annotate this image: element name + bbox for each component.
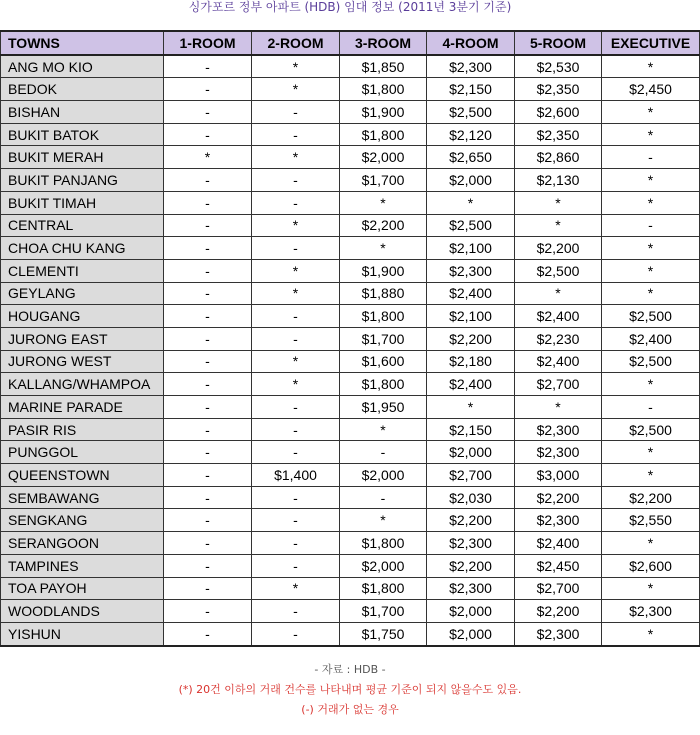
rent-value-cell: - [252, 237, 340, 260]
rent-value-cell: $2,200 [427, 327, 515, 350]
rent-value-cell: - [164, 396, 252, 419]
rent-value-cell: - [164, 441, 252, 464]
town-name-cell: BEDOK [1, 78, 164, 101]
rent-table [0, 30, 700, 647]
column-header: 5-ROOM [515, 31, 602, 55]
town-name-cell: WOODLANDS [1, 600, 164, 623]
rent-value-cell: $2,130 [515, 169, 602, 192]
rent-value-cell: $2,000 [427, 600, 515, 623]
table-row [1, 577, 700, 600]
town-name-cell: GEYLANG [1, 282, 164, 305]
rent-value-cell: $2,400 [427, 282, 515, 305]
rent-value-cell: - [602, 214, 700, 237]
rent-value-cell: $1,700 [340, 327, 427, 350]
rent-value-cell: * [340, 191, 427, 214]
town-name-cell: BUKIT PANJANG [1, 169, 164, 192]
table-row [1, 622, 700, 645]
rent-value-cell: $2,400 [427, 373, 515, 396]
rent-value-cell: - [164, 486, 252, 509]
rent-value-cell: * [602, 577, 700, 600]
table-row [1, 327, 700, 350]
rent-value-cell: * [252, 146, 340, 169]
rent-value-cell: $2,600 [515, 101, 602, 124]
table-row [1, 418, 700, 441]
rent-value-cell: $2,150 [427, 78, 515, 101]
town-name-cell: CENTRAL [1, 214, 164, 237]
rent-value-cell: * [602, 441, 700, 464]
rent-value-cell: * [340, 237, 427, 260]
rent-value-cell: $2,230 [515, 327, 602, 350]
table-row [1, 554, 700, 577]
rent-value-cell: - [252, 622, 340, 645]
rent-value-cell: - [340, 441, 427, 464]
town-name-cell: QUEENSTOWN [1, 464, 164, 487]
table-row [1, 123, 700, 146]
table-row [1, 169, 700, 192]
rent-value-cell: * [602, 532, 700, 555]
rent-value-cell: $2,000 [340, 464, 427, 487]
rent-value-cell: * [252, 78, 340, 101]
town-name-cell: SEMBAWANG [1, 486, 164, 509]
rent-value-cell: $2,300 [427, 55, 515, 78]
column-header: 2-ROOM [252, 31, 340, 55]
rent-value-cell: $2,500 [427, 101, 515, 124]
table-body [1, 55, 700, 646]
rent-value-cell: - [252, 509, 340, 532]
rent-value-cell: - [164, 214, 252, 237]
town-name-cell: BISHAN [1, 101, 164, 124]
rent-value-cell: $1,750 [340, 622, 427, 645]
rent-value-cell: $2,300 [427, 532, 515, 555]
rent-value-cell: * [602, 169, 700, 192]
rent-value-cell: $1,600 [340, 350, 427, 373]
rent-value-cell: - [164, 509, 252, 532]
column-header: TOWNS [1, 31, 164, 55]
rent-value-cell: * [515, 214, 602, 237]
rent-value-cell: $2,000 [427, 622, 515, 645]
rent-value-cell: $2,300 [515, 509, 602, 532]
town-name-cell: MARINE PARADE [1, 396, 164, 419]
rent-value-cell: - [164, 622, 252, 645]
rent-value-cell: $2,000 [340, 146, 427, 169]
rent-value-cell: $2,500 [515, 259, 602, 282]
rent-value-cell: - [164, 101, 252, 124]
rent-value-cell: $2,700 [515, 373, 602, 396]
rent-value-cell: * [602, 373, 700, 396]
rent-value-cell: - [602, 396, 700, 419]
rent-value-cell: * [340, 509, 427, 532]
town-name-cell: PUNGGOL [1, 441, 164, 464]
rent-value-cell: * [427, 191, 515, 214]
page-title: 싱가포르 정부 아파트 (HDB) 임대 정보 (2011년 3분기 기준) [188, 0, 512, 14]
column-header: 1-ROOM [164, 31, 252, 55]
rent-value-cell: - [164, 554, 252, 577]
rent-value-cell: $2,200 [427, 554, 515, 577]
rent-value-cell: - [252, 123, 340, 146]
rent-value-cell: $2,600 [602, 554, 700, 577]
rent-value-cell: * [427, 396, 515, 419]
town-name-cell: BUKIT MERAH [1, 146, 164, 169]
table-row [1, 600, 700, 623]
rent-value-cell: - [164, 282, 252, 305]
rent-value-cell: - [252, 441, 340, 464]
rent-value-cell: * [164, 146, 252, 169]
rent-value-cell: * [515, 282, 602, 305]
rent-value-cell: $2,000 [340, 554, 427, 577]
rent-value-cell: - [164, 418, 252, 441]
table-row [1, 101, 700, 124]
rent-value-cell: * [252, 259, 340, 282]
rent-value-cell: $1,880 [340, 282, 427, 305]
rent-value-cell: * [602, 282, 700, 305]
rent-value-cell: $2,400 [515, 305, 602, 328]
rent-value-cell: * [252, 373, 340, 396]
rent-value-cell: - [164, 305, 252, 328]
table-row [1, 486, 700, 509]
town-name-cell: CLEMENTI [1, 259, 164, 282]
rent-value-cell: - [252, 532, 340, 555]
town-name-cell: ANG MO KIO [1, 55, 164, 78]
column-header: 3-ROOM [340, 31, 427, 55]
town-name-cell: TAMPINES [1, 554, 164, 577]
table-row [1, 214, 700, 237]
rent-value-cell: $2,100 [427, 237, 515, 260]
source-note: - 자료 : HDB - [314, 663, 386, 676]
column-header: EXECUTIVE [602, 31, 700, 55]
rent-value-cell: - [164, 532, 252, 555]
rent-value-cell: - [252, 418, 340, 441]
rent-value-cell: $2,200 [515, 486, 602, 509]
rent-value-cell: - [164, 123, 252, 146]
rent-value-cell: - [252, 305, 340, 328]
town-name-cell: JURONG WEST [1, 350, 164, 373]
town-name-cell: YISHUN [1, 622, 164, 645]
rent-value-cell: $1,800 [340, 373, 427, 396]
rent-value-cell: $1,800 [340, 577, 427, 600]
rent-value-cell: $2,200 [427, 509, 515, 532]
dash-note: (-) 거래가 없는 경우 [301, 703, 399, 716]
rent-value-cell: - [252, 101, 340, 124]
rent-value-cell: $1,900 [340, 259, 427, 282]
table-row [1, 464, 700, 487]
rent-value-cell: $2,400 [515, 350, 602, 373]
table-row [1, 373, 700, 396]
rent-value-cell: $2,450 [515, 554, 602, 577]
rent-value-cell: $2,200 [515, 600, 602, 623]
rent-value-cell: * [515, 191, 602, 214]
rent-value-cell: * [602, 101, 700, 124]
town-name-cell: JURONG EAST [1, 327, 164, 350]
rent-value-cell: $1,900 [340, 101, 427, 124]
table-row [1, 396, 700, 419]
rent-value-cell: - [164, 464, 252, 487]
rent-value-cell: * [602, 237, 700, 260]
rent-value-cell: $1,800 [340, 78, 427, 101]
rent-value-cell: $2,500 [427, 214, 515, 237]
rent-value-cell: * [340, 418, 427, 441]
rent-value-cell: $1,950 [340, 396, 427, 419]
rent-value-cell: $1,800 [340, 123, 427, 146]
rent-value-cell: * [252, 55, 340, 78]
rent-value-cell: $2,300 [515, 418, 602, 441]
rent-value-cell: - [164, 577, 252, 600]
table-row [1, 305, 700, 328]
town-name-cell: SERANGOON [1, 532, 164, 555]
table-row [1, 146, 700, 169]
rent-value-cell: - [252, 327, 340, 350]
rent-value-cell: $2,350 [515, 123, 602, 146]
rent-value-cell: $2,300 [427, 259, 515, 282]
rent-value-cell: $2,200 [602, 486, 700, 509]
rent-value-cell: - [164, 78, 252, 101]
rent-value-cell: * [515, 396, 602, 419]
town-name-cell: BUKIT BATOK [1, 123, 164, 146]
rent-value-cell: - [164, 350, 252, 373]
rent-value-cell: $2,700 [515, 577, 602, 600]
rent-value-cell: $2,300 [515, 622, 602, 645]
rent-value-cell: $2,000 [427, 169, 515, 192]
rent-value-cell: $1,700 [340, 169, 427, 192]
rent-value-cell: $2,550 [602, 509, 700, 532]
rent-value-cell: - [164, 327, 252, 350]
rent-value-cell: $2,030 [427, 486, 515, 509]
rent-value-cell: $2,000 [427, 441, 515, 464]
rent-value-cell: * [252, 350, 340, 373]
table-row [1, 191, 700, 214]
rent-value-cell: - [252, 486, 340, 509]
rent-value-cell: * [602, 123, 700, 146]
table-row [1, 509, 700, 532]
rent-value-cell: * [252, 282, 340, 305]
town-name-cell: SENGKANG [1, 509, 164, 532]
rent-value-cell: * [602, 191, 700, 214]
rent-value-cell: $2,530 [515, 55, 602, 78]
asterisk-note: (*) 20건 이하의 거래 건수를 나타내며 평균 기준이 되지 않을수도 있음. [178, 683, 522, 696]
rent-value-cell: - [252, 396, 340, 419]
rent-value-cell: $3,000 [515, 464, 602, 487]
town-name-cell: CHOA CHU KANG [1, 237, 164, 260]
rent-value-cell: $2,200 [515, 237, 602, 260]
rent-value-cell: - [164, 191, 252, 214]
rent-value-cell: * [602, 259, 700, 282]
rent-value-cell: $1,800 [340, 532, 427, 555]
rent-value-cell: - [164, 55, 252, 78]
rent-value-cell: - [252, 191, 340, 214]
rent-value-cell: * [252, 214, 340, 237]
rent-value-cell: * [602, 55, 700, 78]
rent-value-cell: $1,850 [340, 55, 427, 78]
rent-value-cell: $1,700 [340, 600, 427, 623]
rent-value-cell: $2,300 [427, 577, 515, 600]
table-row [1, 350, 700, 373]
rent-value-cell: $1,400 [252, 464, 340, 487]
table-row [1, 78, 700, 101]
rent-value-cell: $2,300 [515, 441, 602, 464]
rent-value-cell: - [252, 600, 340, 623]
rent-value-cell: * [602, 622, 700, 645]
town-name-cell: HOUGANG [1, 305, 164, 328]
rent-value-cell: $2,180 [427, 350, 515, 373]
town-name-cell: TOA PAYOH [1, 577, 164, 600]
table-row [1, 441, 700, 464]
rent-value-cell: $2,500 [602, 305, 700, 328]
rent-value-cell: - [252, 169, 340, 192]
rent-value-cell: $2,500 [602, 418, 700, 441]
rent-value-cell: $2,100 [427, 305, 515, 328]
table-row [1, 55, 700, 78]
rent-value-cell: $2,120 [427, 123, 515, 146]
rent-value-cell: $2,500 [602, 350, 700, 373]
table-row [1, 532, 700, 555]
rent-value-cell: $2,200 [340, 214, 427, 237]
rent-value-cell: - [252, 554, 340, 577]
rent-value-cell: $2,700 [427, 464, 515, 487]
table-header-row [1, 31, 700, 55]
table-row [1, 237, 700, 260]
town-name-cell: KALLANG/WHAMPOA [1, 373, 164, 396]
rent-value-cell: $2,350 [515, 78, 602, 101]
footnotes [0, 660, 700, 720]
rent-value-cell: - [602, 146, 700, 169]
column-header: 4-ROOM [427, 31, 515, 55]
rent-value-cell: - [340, 486, 427, 509]
rent-value-cell: $2,150 [427, 418, 515, 441]
table-row [1, 259, 700, 282]
town-name-cell: BUKIT TIMAH [1, 191, 164, 214]
rent-value-cell: $2,300 [602, 600, 700, 623]
rent-value-cell: - [164, 373, 252, 396]
rent-value-cell: - [164, 169, 252, 192]
rent-value-cell: $1,800 [340, 305, 427, 328]
rent-value-cell: - [164, 259, 252, 282]
rent-value-cell: $2,650 [427, 146, 515, 169]
rent-value-cell: $2,860 [515, 146, 602, 169]
rent-value-cell: * [252, 577, 340, 600]
rent-value-cell: $2,400 [602, 327, 700, 350]
rent-value-cell: $2,450 [602, 78, 700, 101]
table-row [1, 282, 700, 305]
rent-value-cell: - [164, 600, 252, 623]
town-name-cell: PASIR RIS [1, 418, 164, 441]
rent-value-cell: * [602, 464, 700, 487]
rent-value-cell: - [164, 237, 252, 260]
rent-value-cell: $2,400 [515, 532, 602, 555]
